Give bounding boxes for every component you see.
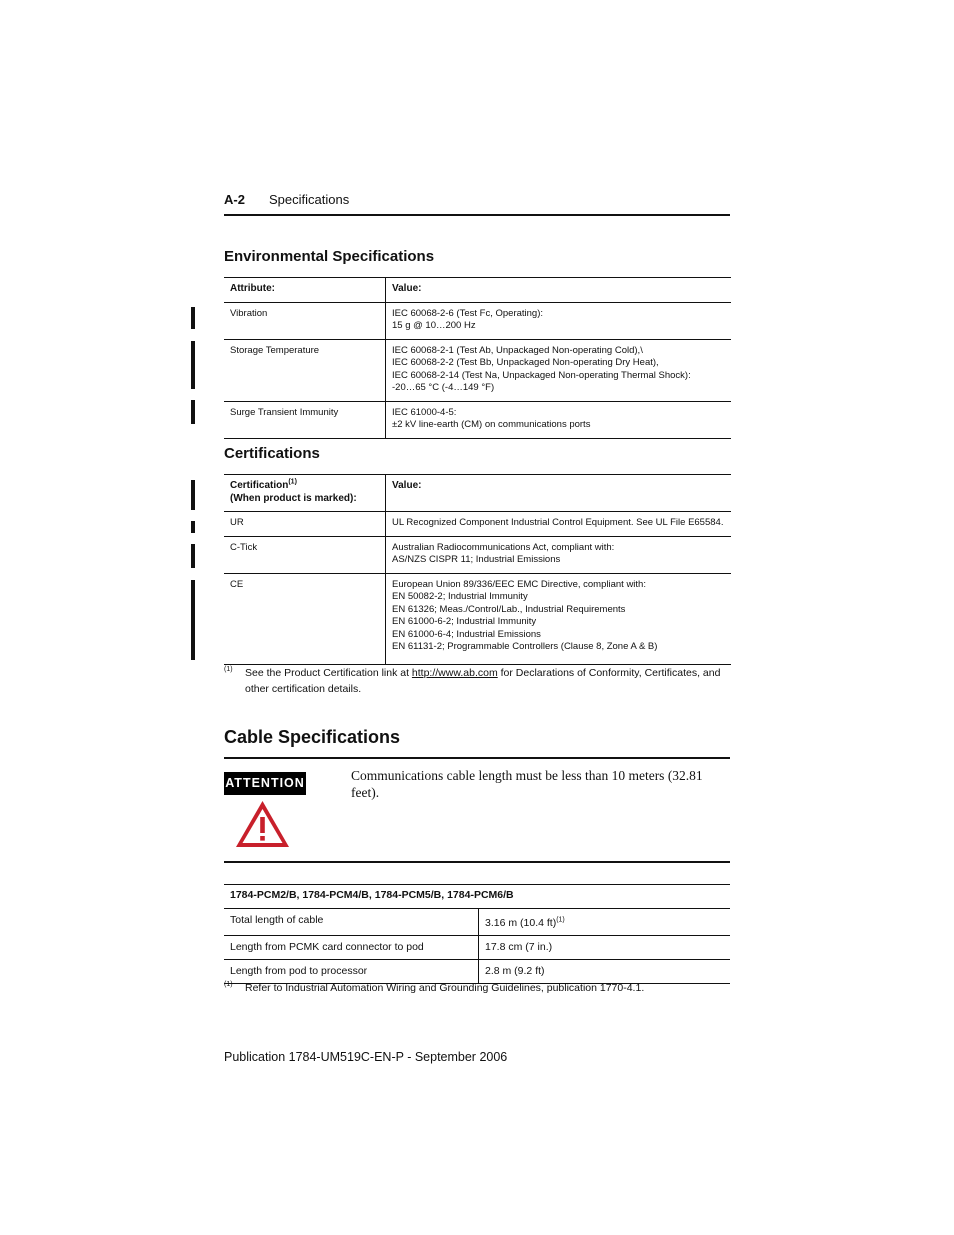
change-bar <box>191 341 195 389</box>
change-bar <box>191 307 195 329</box>
table-row <box>224 936 730 960</box>
value-line: 15 g @ 10…200 Hz <box>392 320 476 331</box>
change-bar <box>191 544 195 568</box>
attention-badge: ATTENTION <box>224 772 306 795</box>
cable-value-cell: 17.8 cm (7 in.) <box>479 936 731 960</box>
change-bar <box>191 580 195 660</box>
ab-com-link[interactable]: http://www.ab.com <box>411 667 498 679</box>
env-table <box>224 277 731 439</box>
value-cell <box>386 339 732 401</box>
header-rule <box>224 214 730 216</box>
value-cell <box>386 401 732 438</box>
table-row <box>224 573 731 664</box>
cable-table <box>224 884 730 984</box>
cert-footnote: (1) See the Product Certification link at http://www.ab.com for Declarations of Conformity, Certificates, and other certification details. <box>224 666 721 695</box>
table-row <box>224 302 731 339</box>
attribute-cell: CE <box>224 573 386 664</box>
cable-label-cell: Length from PCMK card connector to pod <box>224 936 479 960</box>
value-line: IEC 61000-4-5: <box>392 406 457 418</box>
attention-rule-bottom <box>224 861 730 863</box>
cable-value-cell: 3.16 m (10.4 ft)$^{(1)}$ <box>479 909 731 936</box>
cert-col-value: Value: <box>386 475 732 512</box>
table-row <box>224 339 731 401</box>
change-bar <box>191 480 195 510</box>
attribute-cell: Vibration <box>224 302 386 339</box>
env-title: Environmental Specifications <box>224 248 435 265</box>
warning-triangle-icon <box>234 799 291 849</box>
publication-footer: Publication 1784-UM519C-EN-P - September 2006 <box>224 1050 508 1064</box>
value-line: European Union 89/336/EEC EMC Directive, compliant with: <box>392 578 646 590</box>
table-row <box>224 401 731 438</box>
table-row <box>224 512 731 537</box>
attention-rule-top <box>224 757 730 759</box>
cable-footnote: (1) Refer to Industrial Automation Wiring and Grounding Guidelines, publication 1770-4.1. <box>224 981 645 994</box>
value-line: AS/NZS CISPR 11; Industrial Emissions <box>392 554 561 565</box>
value-line: UL Recognized Component Industrial Control Equipment. See UL File E65584. <box>392 517 724 528</box>
attribute-cell: UR <box>224 512 386 537</box>
value-line: IEC 60068-2-1 (Test Ab, Unpackaged Non-operating Cold),\ <box>392 344 643 356</box>
value-cell <box>386 302 732 339</box>
attribute-cell: C-Tick <box>224 536 386 573</box>
cable-label-cell: Length from pod to processor <box>224 960 479 984</box>
attribute-cell: Surge Transient Immunity <box>224 401 386 438</box>
change-bar <box>191 400 195 424</box>
cable-table-title: 1784-PCM2/B, 1784-PCM4/B, 1784-PCM5/B, 1784-PCM6/B <box>224 885 730 909</box>
attention-text: Communications cable length must be less than 10 meters (32.81 feet). <box>351 768 703 800</box>
cable-value-cell: 2.8 m (9.2 ft) <box>479 960 731 984</box>
value-cell <box>386 573 732 664</box>
value-cell <box>386 512 732 537</box>
page-number: A-2 <box>224 192 245 207</box>
value-line: EN 61131-2; Programmable Controllers (Clause 8, Zone A & B) <box>392 641 658 652</box>
value-line: Australian Radiocommunications Act, compliant with: <box>392 541 615 553</box>
attribute-cell: Storage Temperature <box>224 339 386 401</box>
value-line: IEC 60068-2-14 (Test Na, Unpackaged Non-operating Thermal Shock): <box>392 369 691 381</box>
table-row <box>224 536 731 573</box>
table-row <box>224 909 730 936</box>
value-line: EN 50082-2; Industrial Immunity <box>392 591 528 602</box>
cert-col-cert: Certification$^{(1)}$ (When product is marked): <box>224 475 386 512</box>
value-cell <box>386 536 732 573</box>
value-line: IEC 60068-2-2 (Test Bb, Unpackaged Non-operating Dry Heat), <box>392 357 659 368</box>
env-col-value: Value: <box>386 278 732 303</box>
section-name: Specifications <box>269 192 350 207</box>
value-line: EN 61326; Meas./Control/Lab., Industrial Requirements <box>392 603 626 615</box>
env-col-attribute: Attribute: <box>224 278 386 303</box>
value-line: -20…65 °C (-4…149 °F) <box>392 382 495 393</box>
cable-label-cell: Total length of cable <box>224 909 479 936</box>
cable-title: Cable Specifications <box>224 727 401 747</box>
cert-table <box>224 474 731 665</box>
cert-title: Certifications <box>224 445 320 462</box>
value-line: EN 61000-6-4; Industrial Emissions <box>392 628 541 640</box>
change-bar <box>191 521 195 533</box>
value-line: EN 61000-6-2; Industrial Immunity <box>392 616 537 627</box>
value-line: IEC 60068-2-6 (Test Fc, Operating): <box>392 307 544 319</box>
value-line: ±2 kV line-earth (CM) on communications ports <box>392 419 591 430</box>
